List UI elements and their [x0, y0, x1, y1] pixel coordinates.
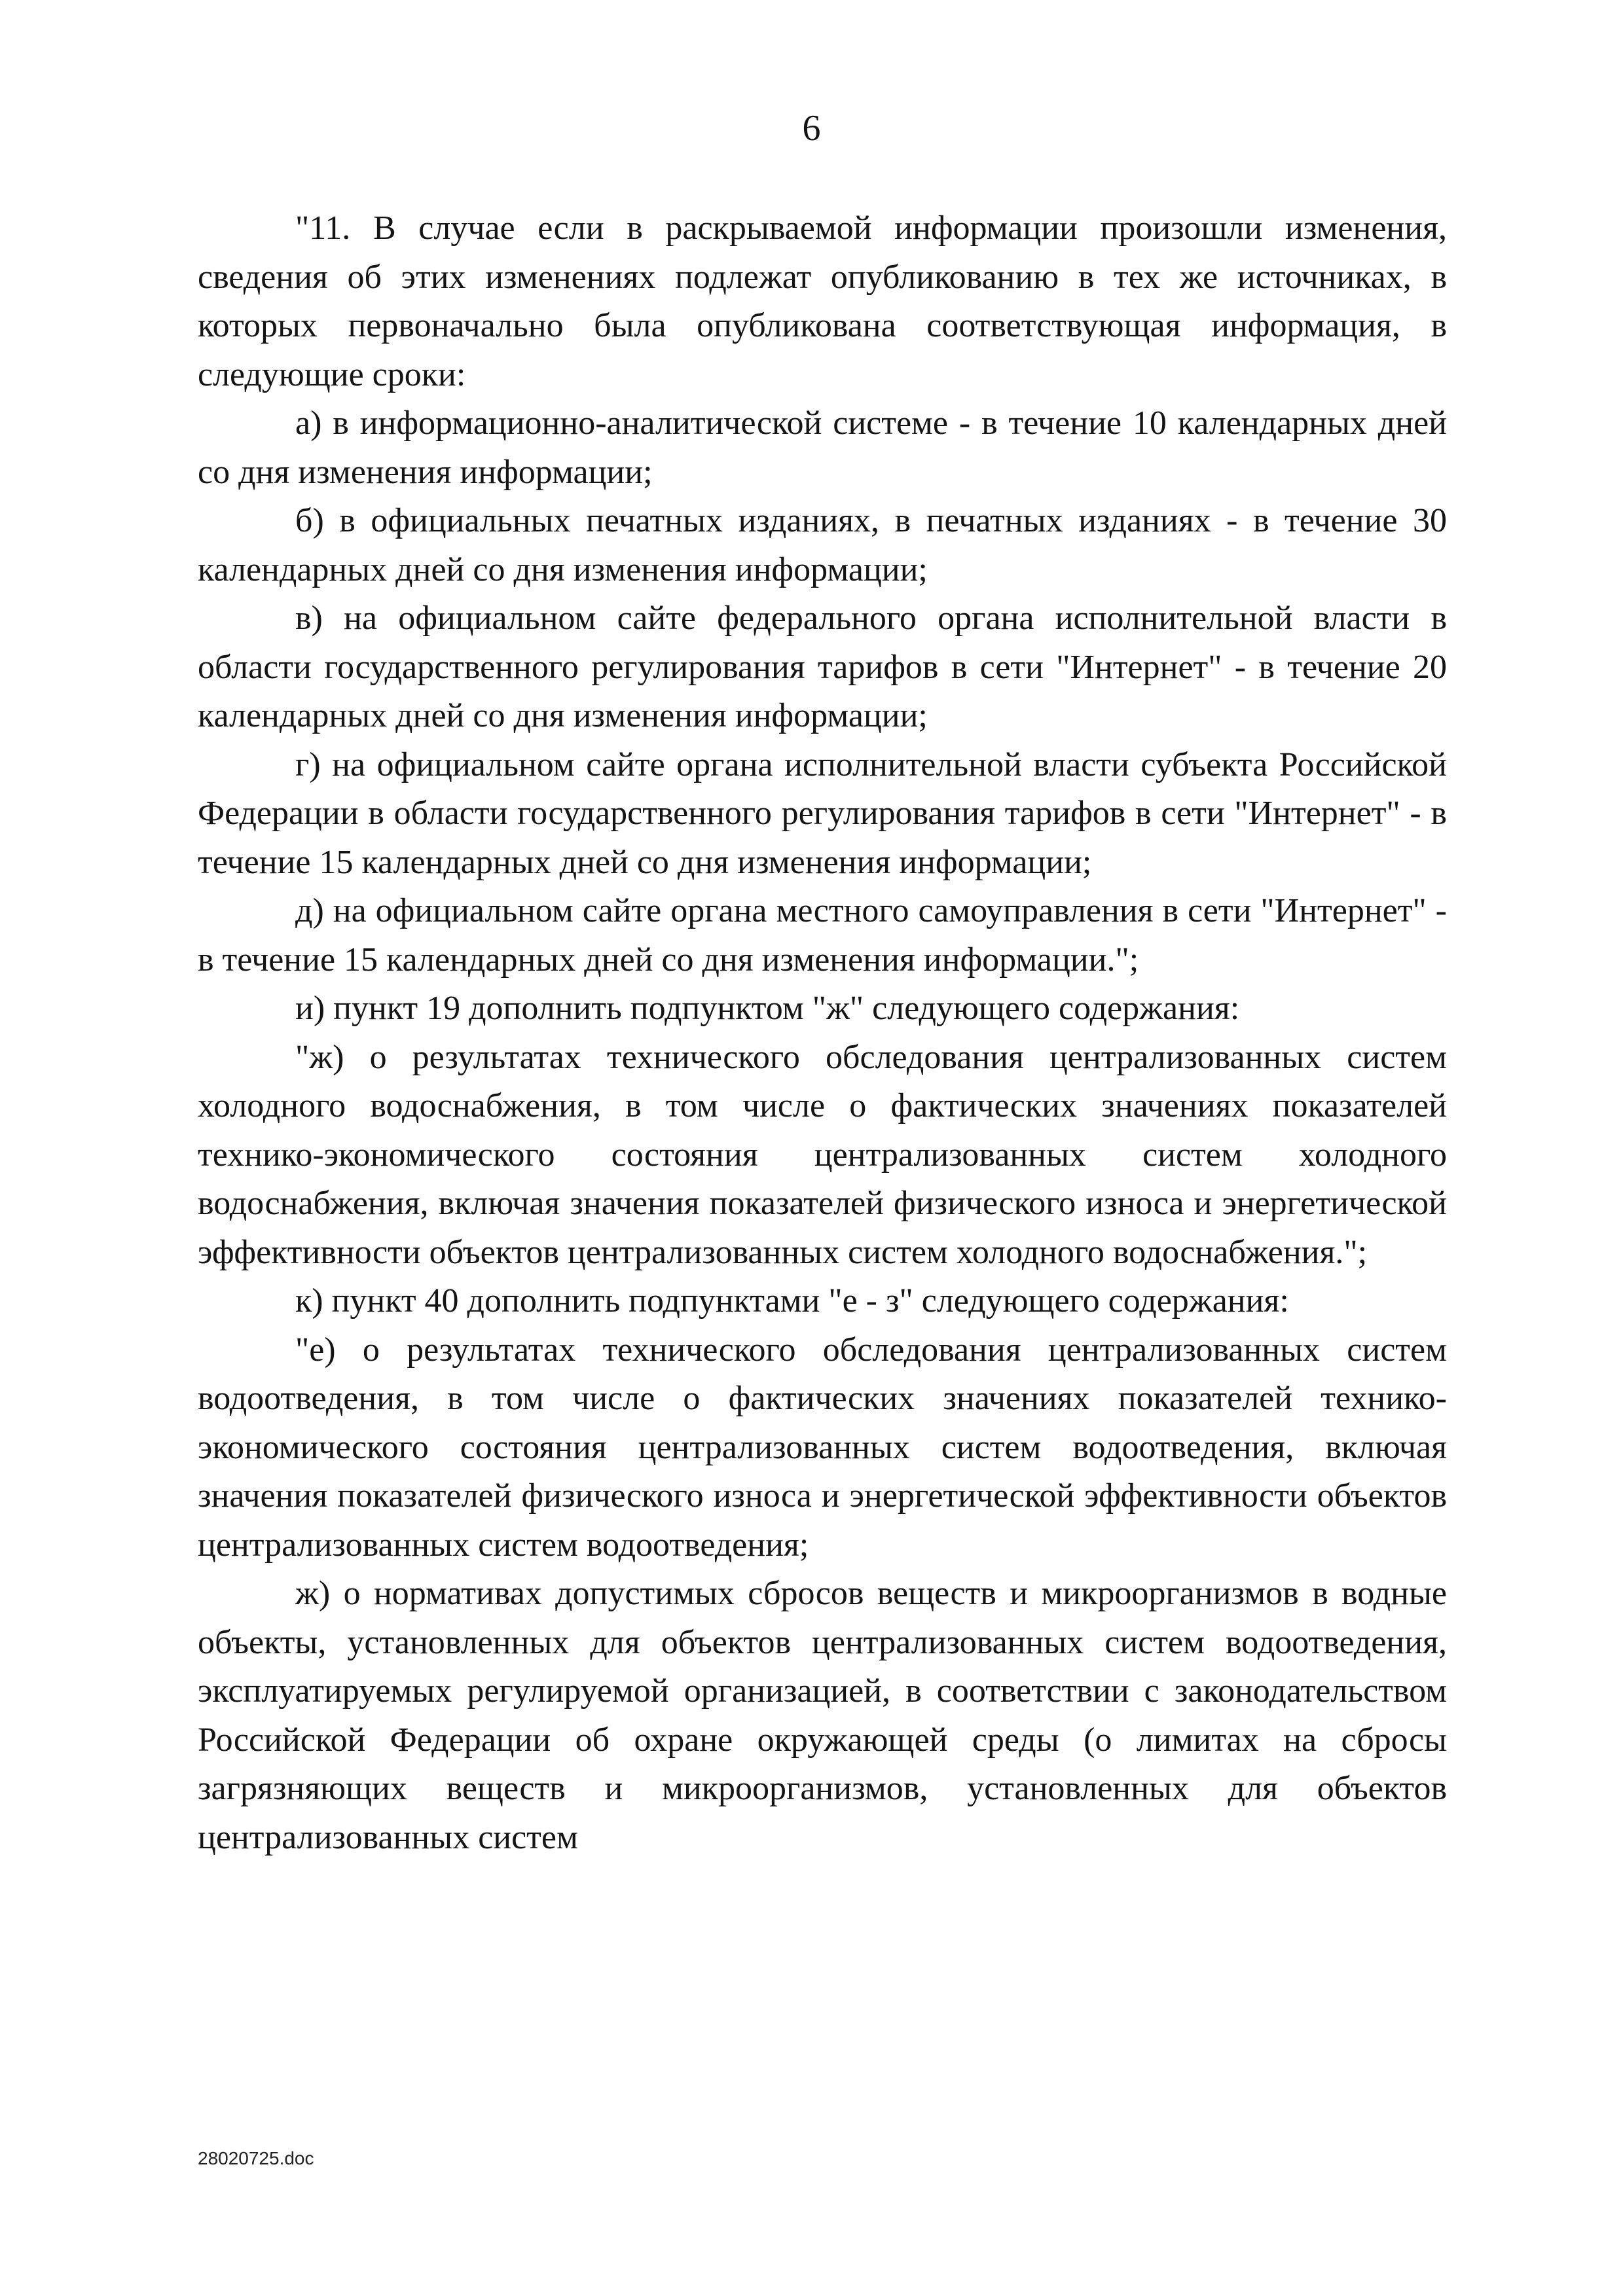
- paragraph-item-11: "11. В случае если в раскрываемой информации произошли изменения, сведения об этих изменениях подлежат опубликованию в тех же источниках, в которых первоначально была опубликована соответствующая информация, в следующие сроки:: [198, 209, 1447, 393]
- paragraph-subitem-g: г) на официальном сайте органа исполнительной власти субъекта Российской Федерации в области государственного регулирования тарифов в сети "Интернет" - в течение 15 календарных дней со дня изменения информации;: [198, 745, 1447, 881]
- paragraph-subitem-a: а) в информационно-аналитической системе - в течение 10 календарных дней со дня изменения информации;: [198, 404, 1447, 491]
- paragraph-amendment-i: и) пункт 19 дополнить подпунктом "ж" следующего содержания:: [295, 990, 1240, 1027]
- paragraph-subitem-d: д) на официальном сайте органа местного самоуправления в сети "Интернет" - в течение 15 календарных дней со дня изменения информации.";: [198, 892, 1447, 978]
- paragraph-amendment-k: к) пункт 40 дополнить подпунктами "е - з" следующего содержания:: [295, 1282, 1289, 1319]
- paragraph-subitem-zh-water-supply: "ж) о результатах технического обследования централизованных систем холодного водоснабжения, в том числе о фактических значениях показателей технико-экономического состояния централизованных систем холодного водоснабжения, включая значения показателей физического износа и энергетической эффективности объектов централизованных систем холодного водоснабжения.";: [198, 1038, 1447, 1271]
- paragraph-subitem-e: "е) о результатах технического обследования централизованных систем водоотведения, в том числе о фактических значениях показателей технико-экономического состояния централизованных систем водоотведения, включая значения показателей физического износа и энергетической эффективности объектов централизованных систем водоотведения;: [198, 1331, 1447, 1564]
- page-number: 6: [802, 108, 821, 149]
- paragraph-subitem-v: в) на официальном сайте федерального органа исполнительной власти в области государственного регулирования тарифов в сети "Интернет" - в течение 20 календарных дней со дня изменения информации;: [198, 600, 1447, 734]
- document-body: [198, 204, 1447, 1862]
- document-file-code: 28020725.doc: [198, 2148, 314, 2168]
- paragraph-subitem-zh-discharges: ж) о нормативах допустимых сбросов веществ и микроорганизмов в водные объекты, установленных для объектов централизованных систем водоотведения, эксплуатируемых регулируемой организацией, в соответствии с законодательством Российской Федерации об охране окружающей среды (о лимитах на сбросы загрязняющих веществ и микроорганизмов, установленных для объектов централизованных систем: [198, 1575, 1447, 1856]
- paragraph-subitem-b: б) в официальных печатных изданиях, в печатных изданиях - в течение 30 календарных дней со дня изменения информации;: [198, 502, 1447, 588]
